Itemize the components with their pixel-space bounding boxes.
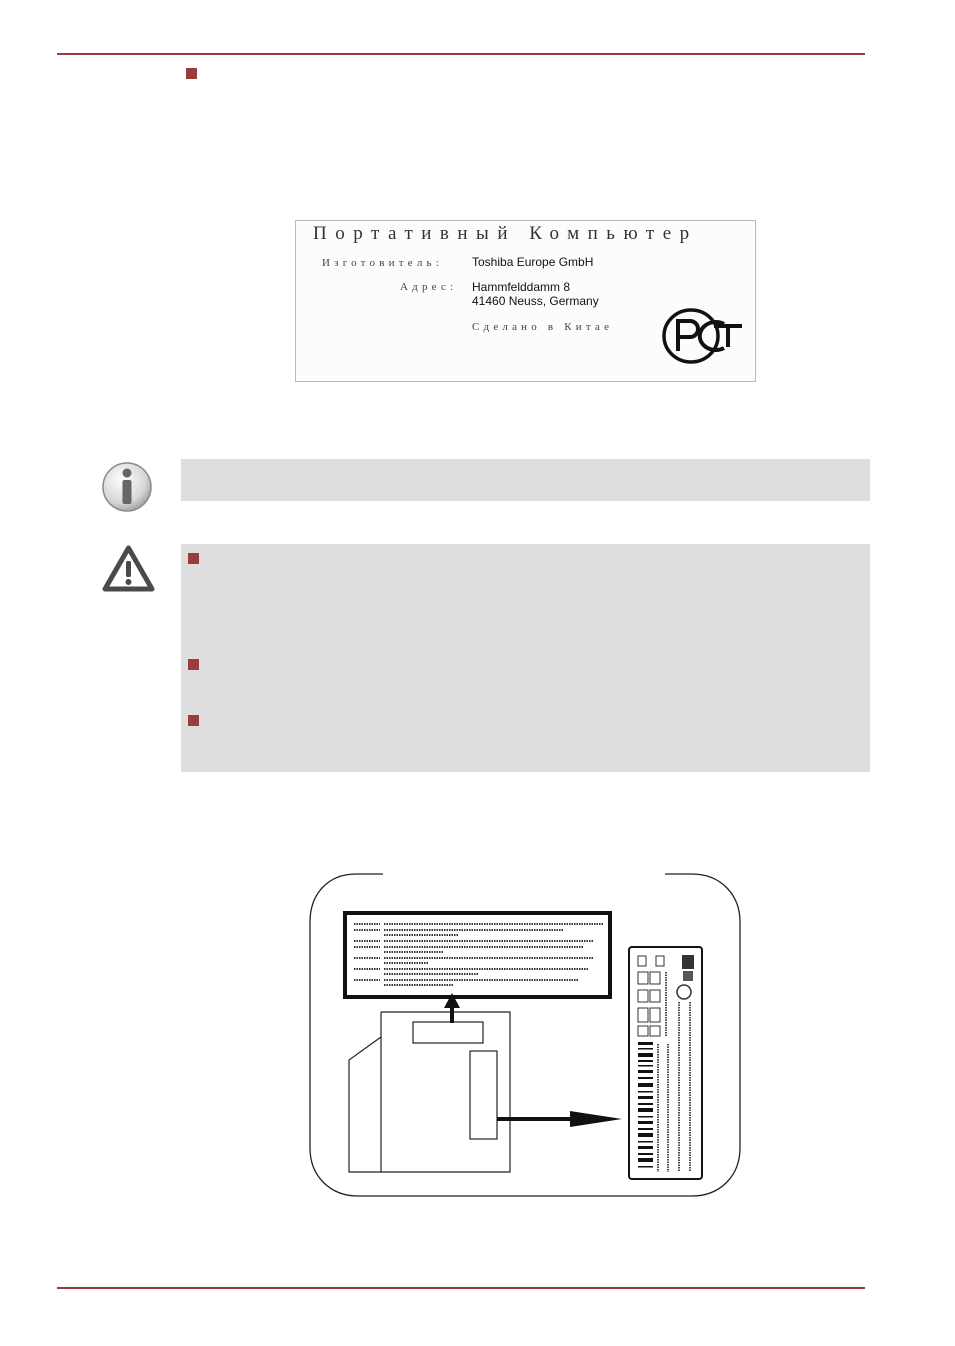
- made-in-text: Сделано в Китае: [472, 321, 614, 333]
- note-box: [181, 459, 870, 501]
- label-title: Портативный Компьютер: [313, 223, 698, 244]
- product-id-label: [629, 947, 702, 1179]
- footer-rule: [57, 1287, 865, 1289]
- warning-bullet: [188, 659, 199, 670]
- warning-box: [181, 544, 870, 772]
- pct-certification-mark: [662, 307, 744, 365]
- russian-certification-label: [295, 220, 756, 382]
- manufacturer-value: Toshiba Europe GmbH: [472, 255, 594, 269]
- pointer-arrows: [444, 993, 622, 1127]
- list-bullet: [186, 68, 197, 79]
- laser-label-diagram: [308, 872, 742, 1198]
- header-rule: [57, 53, 865, 55]
- warning-bullet: [188, 553, 199, 564]
- warning-bullet: [188, 715, 199, 726]
- address-line-2: 41460 Neuss, Germany: [472, 294, 599, 308]
- optical-drive-outline: [349, 1012, 510, 1172]
- warning-icon: [101, 544, 156, 594]
- address-line-1: Hammfelddamm 8: [472, 280, 571, 294]
- address-key: Адрес:: [400, 281, 458, 293]
- manufacturer-key: Изготовитель:: [322, 257, 443, 269]
- caution-label-panel: [345, 913, 610, 997]
- info-icon: [101, 461, 153, 513]
